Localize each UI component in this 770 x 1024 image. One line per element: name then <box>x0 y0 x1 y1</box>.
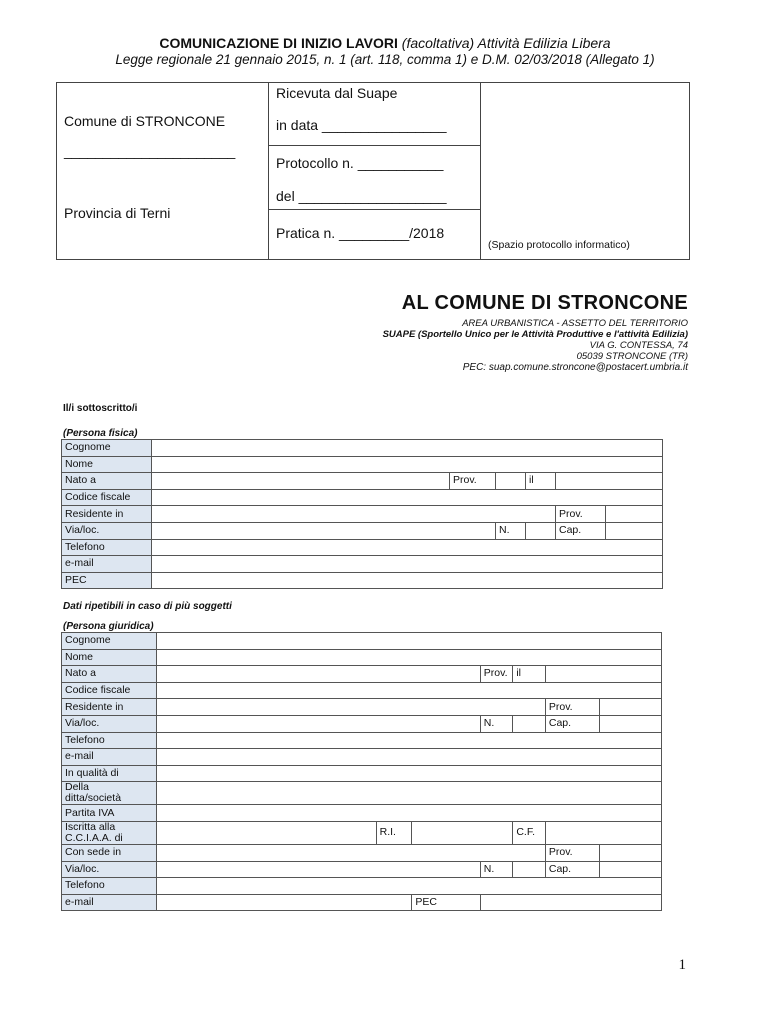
residente-in-input[interactable] <box>152 506 556 523</box>
in-data-field[interactable]: in data ________________ <box>276 117 447 133</box>
numero-label: N. <box>496 522 526 539</box>
in-qualita-input[interactable] <box>157 765 662 782</box>
table-row <box>62 522 663 539</box>
il-input[interactable] <box>545 666 661 683</box>
nome-label: Nome <box>62 649 157 666</box>
nato-a-label: Nato a <box>62 473 152 490</box>
nome-label: Nome <box>62 456 152 473</box>
pratica-field[interactable]: Pratica n. _________/2018 <box>276 225 445 241</box>
table-row <box>62 878 662 895</box>
con-sede-input[interactable] <box>157 844 545 861</box>
del-field[interactable]: del ___________________ <box>276 188 447 204</box>
residente-in-label: Residente in <box>62 506 152 523</box>
via-loc-input[interactable] <box>157 715 480 732</box>
dati-ripetibili-label: Dati ripetibili in caso di più soggetti <box>63 601 232 612</box>
recipient-cap-city: 05039 STRONCONE (TR) <box>576 351 688 362</box>
telefono-input[interactable] <box>152 539 663 556</box>
table-row <box>62 782 662 805</box>
codice-fiscale-label: Codice fiscale <box>62 682 157 699</box>
table-row <box>62 682 662 699</box>
codice-fiscale-input[interactable] <box>157 682 662 699</box>
document-title <box>0 35 770 51</box>
prov-label: Prov. <box>480 666 513 683</box>
pec-label: PEC <box>412 894 480 911</box>
numero-input[interactable] <box>513 861 546 878</box>
table-row <box>62 633 662 650</box>
telefono-input[interactable] <box>157 878 662 895</box>
document-subtitle: Legge regionale 21 gennaio 2015, n. 1 (art. 118, comma 1) e D.M. 02/03/2018 (Allegato 1) <box>115 52 655 67</box>
table-row <box>62 861 662 878</box>
table-row <box>62 489 663 506</box>
in-qualita-label: In qualità di <box>62 765 157 782</box>
page-number: 1 <box>678 957 686 973</box>
codice-fiscale-label: Codice fiscale <box>62 489 152 506</box>
prov-input[interactable] <box>600 844 662 861</box>
prov-label: Prov. <box>556 506 606 523</box>
prov-input[interactable] <box>496 473 526 490</box>
table-row <box>62 749 662 766</box>
table-row <box>62 765 662 782</box>
via-loc-label: Via/loc. <box>62 715 157 732</box>
email-label: e-mail <box>62 894 157 911</box>
pec-label: PEC <box>62 572 152 589</box>
cap-label: Cap. <box>545 715 599 732</box>
il-label: il <box>513 666 546 683</box>
spazio-protocollo-label: (Spazio protocollo informatico) <box>488 239 630 251</box>
il-input[interactable] <box>556 473 663 490</box>
pec-input[interactable] <box>152 572 663 589</box>
persona-giuridica-table <box>61 632 662 911</box>
table-row <box>62 844 662 861</box>
numero-label: N. <box>480 715 513 732</box>
email-label: e-mail <box>62 749 157 766</box>
table-row <box>62 894 662 911</box>
email-input[interactable] <box>157 894 412 911</box>
table-row <box>62 556 663 573</box>
recipient-title: AL COMUNE DI STRONCONE <box>401 292 688 314</box>
cf-input[interactable] <box>545 821 661 844</box>
table-row <box>62 539 663 556</box>
persona-fisica-table <box>61 439 663 589</box>
via-loc-label: Via/loc. <box>62 522 152 539</box>
numero-label: N. <box>480 861 513 878</box>
prov-input[interactable] <box>600 699 662 716</box>
prov-label: Prov. <box>545 699 599 716</box>
title-bold: COMUNICAZIONE DI INIZIO LAVORI <box>159 35 398 51</box>
prov-input[interactable] <box>606 506 663 523</box>
via-loc-label: Via/loc. <box>62 861 157 878</box>
table-row <box>62 572 663 589</box>
iscritta-label: Iscritta alla C.C.I.A.A. di <box>62 821 157 844</box>
title-italic: (facoltativa) Attività Edilizia Libera <box>401 35 611 51</box>
table-row <box>62 440 663 457</box>
nome-input[interactable] <box>152 456 663 473</box>
recipient-via: VIA G. CONTESSA, 74 <box>589 340 688 351</box>
recipient-pec: PEC: suap.comune.stroncone@postacert.umbria.it <box>462 362 688 373</box>
nato-a-input[interactable] <box>157 666 480 683</box>
cap-label: Cap. <box>545 861 599 878</box>
cognome-label: Cognome <box>62 440 152 457</box>
cap-input[interactable] <box>606 522 663 539</box>
telefono-label: Telefono <box>62 732 157 749</box>
protocollo-field[interactable]: Protocollo n. ___________ <box>276 155 444 171</box>
persona-giuridica-label: (Persona giuridica) <box>63 621 154 632</box>
table-row <box>62 506 663 523</box>
cciaa-input[interactable] <box>157 821 376 844</box>
ri-input[interactable] <box>412 821 513 844</box>
cognome-input[interactable] <box>157 633 662 650</box>
table-row <box>62 649 662 666</box>
recipient-area: AREA URBANISTICA - ASSETTO DEL TERRITORIO <box>462 318 688 329</box>
sottoscritto-label: Il/i sottoscritto/i <box>63 403 138 414</box>
codice-fiscale-input[interactable] <box>152 489 663 506</box>
partita-iva-label: Partita IVA <box>62 805 157 822</box>
residente-in-label: Residente in <box>62 699 157 716</box>
prov-label: Prov. <box>450 473 496 490</box>
persona-fisica-label: (Persona fisica) <box>63 428 138 439</box>
con-sede-label: Con sede in <box>62 844 157 861</box>
via-loc-input[interactable] <box>152 522 496 539</box>
cap-label: Cap. <box>556 522 606 539</box>
table-row <box>62 473 663 490</box>
ditta-input[interactable] <box>157 782 662 805</box>
table-row <box>62 805 662 822</box>
il-label: il <box>526 473 556 490</box>
nato-a-label: Nato a <box>62 666 157 683</box>
telefono-label: Telefono <box>62 878 157 895</box>
recipient-suape: SUAPE (Sportello Unico per le Attività Produttive e l'attività Edilizia) <box>382 329 688 340</box>
table-row <box>62 715 662 732</box>
table-row <box>62 732 662 749</box>
comune-label: Comune di STRONCONE <box>64 113 226 129</box>
cap-input[interactable] <box>600 715 662 732</box>
via-loc-input[interactable] <box>157 861 480 878</box>
table-row <box>62 456 663 473</box>
cognome-input[interactable] <box>152 440 663 457</box>
ri-label: R.I. <box>376 821 412 844</box>
provincia-label: Provincia di Terni <box>64 205 171 221</box>
pec-input[interactable] <box>480 894 661 911</box>
nome-input[interactable] <box>157 649 662 666</box>
email-input[interactable] <box>152 556 663 573</box>
telefono-input[interactable] <box>157 732 662 749</box>
table-row <box>62 699 662 716</box>
email-label: e-mail <box>62 556 152 573</box>
numero-input[interactable] <box>513 715 546 732</box>
comune-blank-line[interactable]: ______________________ <box>64 143 236 159</box>
ditta-label: Della ditta/società <box>62 782 157 805</box>
partita-iva-input[interactable] <box>157 805 662 822</box>
ricevuta-label: Ricevuta dal Suape <box>276 85 398 101</box>
residente-in-input[interactable] <box>157 699 545 716</box>
numero-input[interactable] <box>526 522 556 539</box>
table-row <box>62 666 662 683</box>
prov-label: Prov. <box>545 844 599 861</box>
cognome-label: Cognome <box>62 633 157 650</box>
telefono-label: Telefono <box>62 539 152 556</box>
table-row <box>62 821 662 844</box>
nato-a-input[interactable] <box>152 473 450 490</box>
email-input[interactable] <box>157 749 662 766</box>
cap-input[interactable] <box>600 861 662 878</box>
cf-label: C.F. <box>513 821 546 844</box>
